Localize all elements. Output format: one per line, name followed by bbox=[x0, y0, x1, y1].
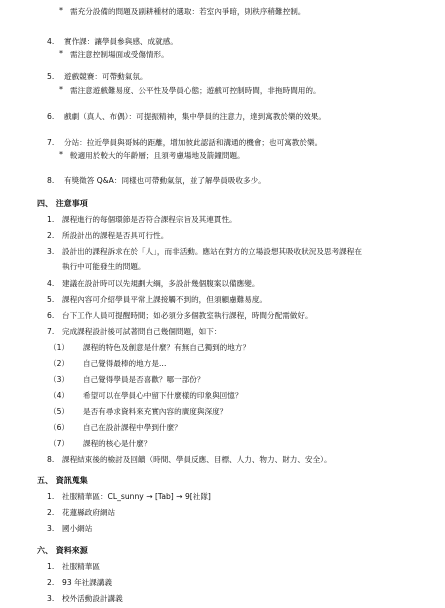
question-text: 自己覺得學員是否喜歡？哪一部份？ bbox=[83, 375, 205, 384]
bullet-icon: * bbox=[59, 150, 63, 159]
item-number: 8. bbox=[47, 455, 55, 464]
question-number: （2） bbox=[49, 359, 70, 368]
bullet-icon: * bbox=[59, 49, 63, 58]
item-text: 建議在設計時可以先規劃大綱，多設計幾個腹案以備應變。 bbox=[62, 279, 260, 288]
item-number: 6. bbox=[47, 311, 55, 320]
item-number: 1. bbox=[47, 492, 55, 501]
section-heading: 四、 注意事項 bbox=[37, 199, 88, 208]
question-number: （4） bbox=[49, 391, 70, 400]
item-text: 戲劇（真人、布偶）：可提振精神，集中學員的注意力，達到寓教於樂的效果。 bbox=[64, 112, 326, 121]
item-text: 社服精華區：CL_sunny → [Tab] → 9[社隊] bbox=[62, 492, 211, 501]
item-text: 需注意遊戲難易度、公平性及學員心態；遊戲可控制時間，非拖時間用的。 bbox=[70, 86, 321, 95]
question-number: （7） bbox=[49, 439, 70, 448]
item-number: 3. bbox=[47, 594, 55, 603]
item-text: 93 年社課講義 bbox=[62, 578, 113, 587]
item-number: 2. bbox=[47, 508, 55, 517]
question-text: 自己在設計課程中學到什麼？ bbox=[83, 423, 182, 432]
question-text: 課程的核心是什麼？ bbox=[83, 439, 152, 448]
question-number: （6） bbox=[49, 423, 70, 432]
item-text: 執行中可能發生的問題。 bbox=[62, 262, 146, 271]
item-number: 7. bbox=[47, 327, 55, 336]
question-text: 課程的特色及創意是什麼？有無自己獨到的地方？ bbox=[83, 343, 251, 352]
item-number: 2. bbox=[47, 231, 55, 240]
item-text: 課程內容可介紹學員平常上課接觸不到的，但須顧慮難易度。 bbox=[62, 295, 268, 304]
item-number: 3. bbox=[47, 524, 55, 533]
item-text: 完成課程設計後可試著問自己幾個問題，如下： bbox=[62, 327, 222, 336]
item-number: 3. bbox=[47, 247, 55, 256]
item-number: 7. bbox=[47, 138, 55, 147]
item-number: 1. bbox=[47, 215, 55, 224]
item-number: 5. bbox=[47, 295, 55, 304]
item-text: 所設計出的課程是否具可行性。 bbox=[62, 231, 169, 240]
item-text: 設計出的課程訴求在於「人」，而非活動。應站在對方的立場設想其吸收狀況及思考課程在 bbox=[62, 247, 362, 256]
item-text: 需充分設備的問題及副耕種材的選取：若室內爭暗，則秩序稍難控制。 bbox=[70, 7, 306, 16]
question-text: 是否有尋求資料來充實內容的廣度與深度？ bbox=[83, 407, 228, 416]
item-text: 需注意控制場面或受傷情形。 bbox=[70, 50, 169, 59]
item-number: 5. bbox=[47, 72, 55, 81]
item-text: 較適用於較大的年齡層；且須考慮場地及箭鐘問題。 bbox=[70, 151, 245, 160]
item-text: 社服精華區 bbox=[62, 562, 100, 571]
bullet-icon: * bbox=[59, 85, 63, 94]
question-text: 自己覺得最棒的地方是… bbox=[83, 359, 167, 368]
item-text: 課程結束後的檢討及回饋（時間、學員反應、目標、人力、物力、財力、安全）。 bbox=[62, 455, 332, 464]
item-number: 6. bbox=[47, 112, 55, 121]
question-number: （3） bbox=[49, 375, 70, 384]
item-number: 4. bbox=[47, 37, 55, 46]
item-text: 實作課：讓學員參與感、成就感。 bbox=[64, 37, 178, 46]
item-text: 課程進行的每個環節是否符合課程宗旨及其連貫性。 bbox=[62, 215, 237, 224]
item-number: 4. bbox=[47, 279, 55, 288]
item-text: 有獎徵答 Q&A：同樣也可帶動氣氛，並了解學員吸收多少。 bbox=[64, 176, 266, 185]
item-text: 遊戲競賽：可帶動氣氛。 bbox=[64, 72, 148, 81]
item-text: 花蓮縣政府網站 bbox=[62, 508, 116, 517]
item-text: 分站：拉近學員與哥姊的距離，增加彼此認話和溝通的機會；也可寓教於樂。 bbox=[64, 138, 323, 147]
question-number: （1） bbox=[49, 343, 70, 352]
item-number: 2. bbox=[47, 578, 55, 587]
item-text: 校外活動設計講義 bbox=[62, 594, 123, 603]
question-number: （5） bbox=[49, 407, 70, 416]
item-text: 國小網站 bbox=[62, 524, 93, 533]
item-text: 台下工作人員可提醒時間；如必須分多個教室執行課程，時間分配需做好。 bbox=[62, 311, 313, 320]
item-number: 8. bbox=[47, 176, 55, 185]
question-text: 希望可以在學員心中留下什麼樣的印象與回憶？ bbox=[83, 391, 243, 400]
section-heading: 六、 資料來源 bbox=[37, 546, 88, 555]
bullet-icon: * bbox=[59, 6, 63, 15]
item-number: 1. bbox=[47, 562, 55, 571]
section-heading: 五、 資訊蒐集 bbox=[37, 476, 88, 485]
